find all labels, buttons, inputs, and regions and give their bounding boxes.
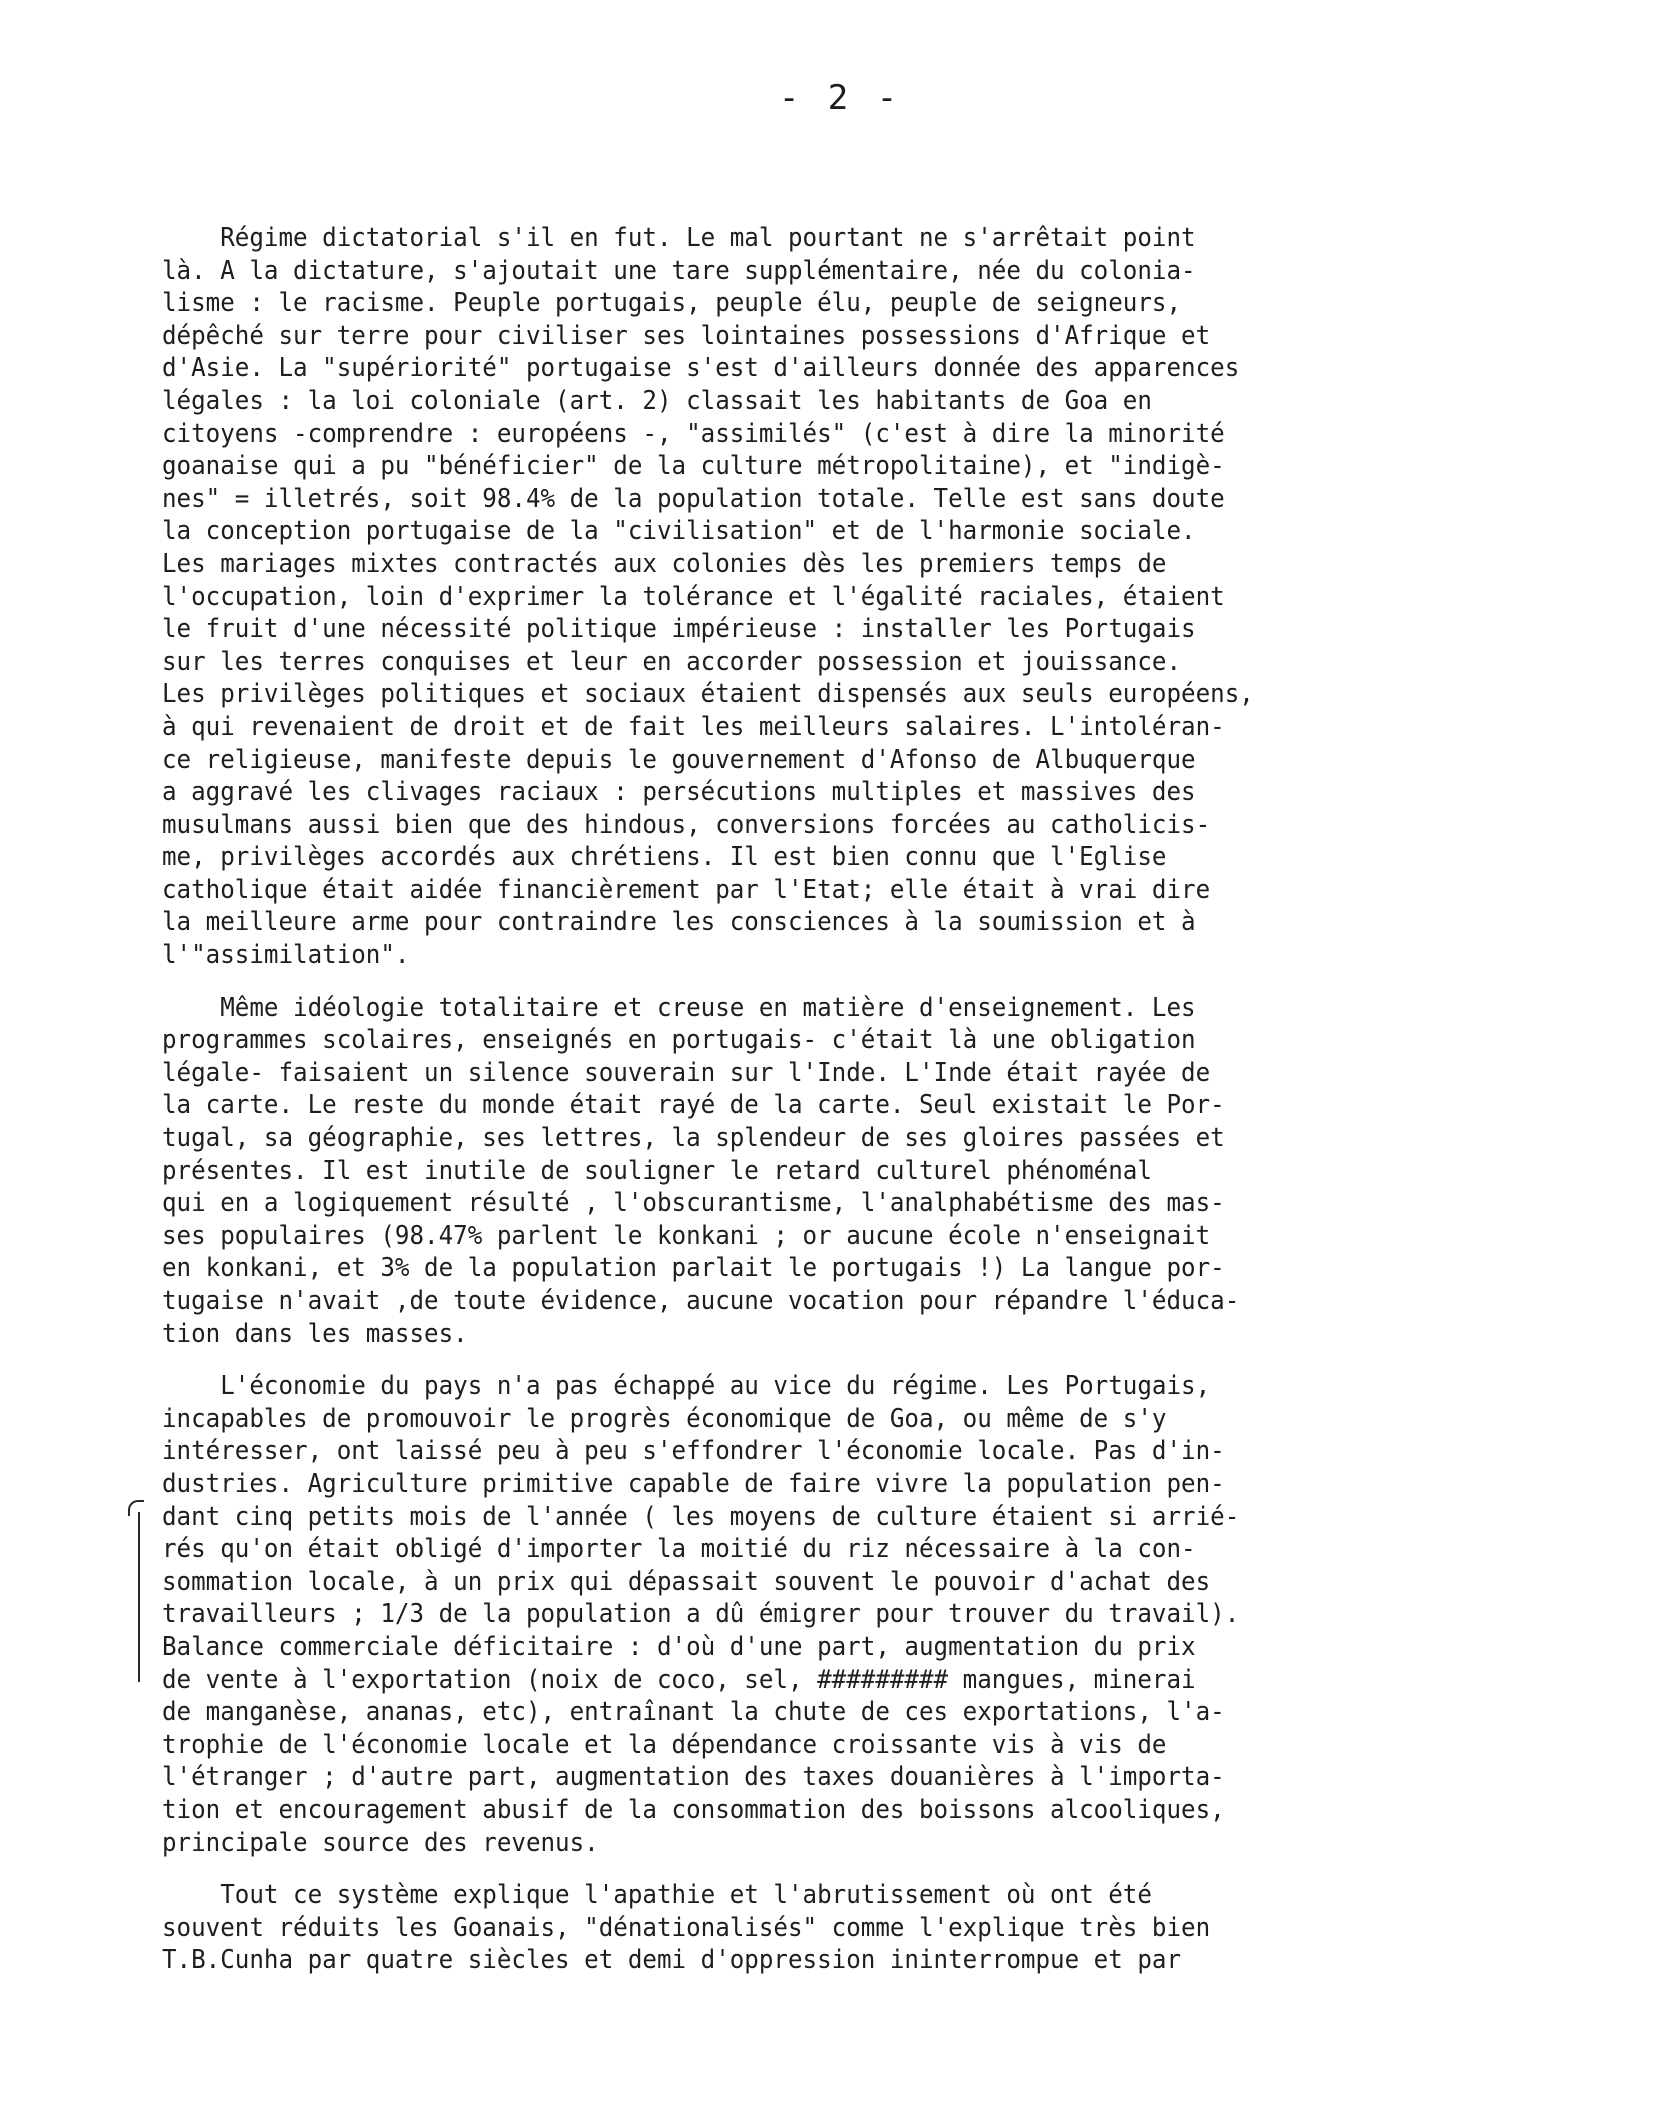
text-line: musulmans aussi bien que des hindous, conversions forcées au catholicis- — [162, 809, 1211, 840]
text-line: nes" = illetrés, soit 98.4% de la population totale. Telle est sans doute — [162, 483, 1225, 514]
text-line: sommation locale, à un prix qui dépassait souvent le pouvoir d'achat des — [162, 1566, 1211, 1597]
text-line: l'"assimilation". — [162, 940, 410, 971]
body-text — [162, 222, 1652, 1997]
text-line: Les privilèges politiques et sociaux étaient dispensés aux seuls européens, — [162, 679, 1254, 710]
paragraph-4 — [162, 1879, 1548, 1977]
paragraph-2 — [162, 992, 1548, 1351]
text-line: L'économie du pays n'a pas échappé au vice du régime. Les Portugais, — [162, 1371, 1211, 1402]
margin-mark — [128, 1500, 144, 1516]
page-number: - 2 - — [778, 78, 902, 118]
text-line: la conception portugaise de la "civilisation" et de l'harmonie sociale. — [162, 516, 1196, 547]
text-line: principale source des revenus. — [162, 1827, 599, 1858]
text-line: lisme : le racisme. Peuple portugais, peuple élu, peuple de seigneurs, — [162, 288, 1182, 319]
text-line: travailleurs ; 1/3 de la population a dû émigrer pour trouver du travail). — [162, 1599, 1240, 1630]
text-line: légale- faisaient un silence souverain sur l'Inde. L'Inde était rayée de — [162, 1057, 1211, 1088]
text-line: trophie de l'économie locale et la dépendance croissante vis à vis de — [162, 1729, 1167, 1760]
text-line: rés qu'on était obligé d'importer la moitié du riz nécessaire à la con- — [162, 1534, 1196, 1565]
text-line: sur les terres conquises et leur en accorder possession et jouissance. — [162, 646, 1182, 677]
text-line: goanaise qui a pu "bénéficier" de la culture métropolitaine), et "indigè- — [162, 451, 1225, 482]
text-line: Tout ce système explique l'apathie et l'abrutissement où ont été — [162, 1880, 1152, 1911]
text-line: qui en a logiquement résulté , l'obscurantisme, l'analphabétisme des mas- — [162, 1188, 1225, 1219]
text-line: tion dans les masses. — [162, 1318, 468, 1349]
text-line: programmes scolaires, enseignés en portugais- c'était là une obligation — [162, 1025, 1196, 1056]
text-line: Balance commerciale déficitaire : d'où d'une part, augmentation du prix — [162, 1631, 1196, 1662]
paragraph-1 — [162, 222, 1548, 972]
text-line: la carte. Le reste du monde était rayé de la carte. Seul existait le Por- — [162, 1090, 1225, 1121]
text-line: dépêché sur terre pour civiliser ses lointaines possessions d'Afrique et — [162, 320, 1211, 351]
margin-line — [138, 1512, 140, 1682]
text-line: Même idéologie totalitaire et creuse en matière d'enseignement. Les — [162, 992, 1196, 1023]
text-line: T.B.Cunha par quatre siècles et demi d'oppression ininterrompue et par — [162, 1945, 1182, 1976]
text-line: dant cinq petits mois de l'année ( les moyens de culture étaient si arrié- — [162, 1501, 1240, 1532]
text-line: en konkani, et 3% de la population parlait le portugais !) La langue por- — [162, 1253, 1225, 1284]
text-line: la meilleure arme pour contraindre les consciences à la soumission et à — [162, 907, 1196, 938]
text-line: incapables de promouvoir le progrès économique de Goa, ou même de s'y — [162, 1403, 1167, 1434]
text-line: catholique était aidée financièrement par l'Etat; elle était à vrai dire — [162, 874, 1211, 905]
text-line: tugaise n'avait ,de toute évidence, aucune vocation pour répandre l'éduca- — [162, 1286, 1240, 1316]
text-line: Les mariages mixtes contractés aux colonies dès les premiers temps de — [162, 548, 1167, 579]
text-line: ce religieuse, manifeste depuis le gouvernement d'Afonso de Albuquerque — [162, 744, 1196, 775]
text-line: souvent réduits les Goanais, "dénationalisés" comme l'explique très bien — [162, 1912, 1211, 1943]
paragraph-3 — [162, 1370, 1548, 1859]
text-line: a aggravé les clivages raciaux : persécutions multiples et massives des — [162, 777, 1196, 808]
text-line: de vente à l'exportation (noix de coco, sel, ######### mangues, minerai — [162, 1664, 1196, 1695]
text-line: tion et encouragement abusif de la consommation des boissons alcooliques, — [162, 1794, 1225, 1825]
text-line: de manganèse, ananas, etc), entraînant la chute de ces exportations, l'a- — [162, 1697, 1225, 1728]
text-line: me, privilèges accordés aux chrétiens. Il est bien connu que l'Eglise — [162, 842, 1167, 873]
text-line: Régime dictatorial s'il en fut. Le mal pourtant ne s'arrêtait point — [162, 223, 1196, 253]
text-line: légales : la loi coloniale (art. 2) classait les habitants de Goa en — [162, 385, 1152, 416]
text-line: citoyens -comprendre : européens -, "assimilés" (c'est à dire la minorité — [162, 418, 1225, 449]
text-line: à qui revenaient de droit et de fait les meilleurs salaires. L'intoléran- — [162, 711, 1225, 742]
text-line: tugal, sa géographie, ses lettres, la splendeur de ses gloires passées et — [162, 1123, 1225, 1154]
text-line: intéresser, ont laissé peu à peu s'effondrer l'économie locale. Pas d'in- — [162, 1436, 1225, 1467]
text-line: l'occupation, loin d'exprimer la tolérance et l'égalité raciales, étaient — [162, 581, 1225, 612]
text-line: l'étranger ; d'autre part, augmentation des taxes douanières à l'importa- — [162, 1762, 1225, 1793]
text-line: dustries. Agriculture primitive capable de faire vivre la population pen- — [162, 1468, 1225, 1499]
text-line: le fruit d'une nécessité politique impérieuse : installer les Portugais — [162, 614, 1196, 645]
text-line: là. A la dictature, s'ajoutait une tare supplémentaire, née du colonia- — [162, 255, 1196, 286]
text-line: d'Asie. La "supériorité" portugaise s'est d'ailleurs donnée des apparences — [162, 353, 1240, 384]
text-line: présentes. Il est inutile de souligner le retard culturel phénoménal — [162, 1155, 1152, 1186]
text-line: ses populaires (98.47% parlent le konkani ; or aucune école n'enseignait — [162, 1220, 1211, 1251]
